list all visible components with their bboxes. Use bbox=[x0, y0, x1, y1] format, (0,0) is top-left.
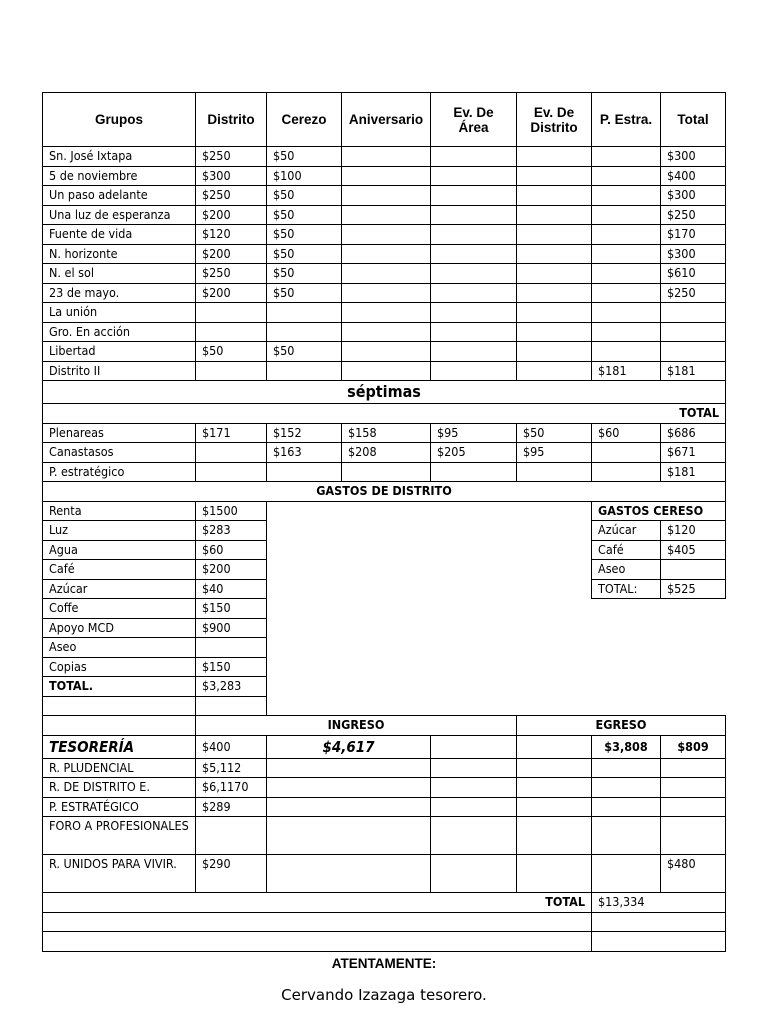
tesoreria-title: TESORERÍA bbox=[43, 735, 196, 758]
blank-area bbox=[267, 501, 592, 716]
tesoreria-item-total bbox=[661, 758, 726, 778]
tesoreria-item-name: R. DE DISTRITO E. bbox=[43, 778, 196, 798]
tesoreria-item-name: R. PLUDENCIAL bbox=[43, 758, 196, 778]
expense-name: Luz bbox=[43, 521, 196, 541]
septima-value: $60 bbox=[592, 423, 661, 443]
cereso-name: TOTAL: bbox=[592, 579, 661, 599]
group-value: $250 bbox=[196, 147, 267, 167]
blank-cell bbox=[517, 778, 592, 798]
tesoreria-item-total: $480 bbox=[661, 855, 726, 893]
expense-name: Café bbox=[43, 560, 196, 580]
expense-name: Aseo bbox=[43, 638, 196, 658]
table-row bbox=[43, 501, 726, 521]
expense-value: $900 bbox=[196, 618, 267, 638]
blank-cell bbox=[517, 758, 592, 778]
blank-cell bbox=[431, 855, 517, 893]
group-value: $300 bbox=[661, 244, 726, 264]
group-value bbox=[342, 342, 431, 362]
header-total: Total bbox=[661, 93, 726, 147]
tesoreria-item-total bbox=[661, 797, 726, 817]
group-value bbox=[431, 147, 517, 167]
group-value bbox=[592, 303, 661, 323]
group-value bbox=[342, 147, 431, 167]
table-row bbox=[43, 758, 726, 778]
tesoreria-ingreso: $4,617 bbox=[267, 735, 431, 758]
header-ev-distrito: Ev. De Distrito bbox=[517, 93, 592, 147]
expense-name: Copias bbox=[43, 657, 196, 677]
tesoreria-item-total bbox=[661, 778, 726, 798]
group-value: $50 bbox=[267, 147, 342, 167]
tesoreria-item-value: $6,1170 bbox=[196, 778, 267, 798]
blank-cell bbox=[267, 797, 431, 817]
group-name: Una luz de esperanza bbox=[43, 205, 196, 225]
group-value bbox=[431, 342, 517, 362]
gastos-cereso-title: GASTOS CERESO bbox=[592, 501, 726, 521]
septima-value bbox=[267, 462, 342, 482]
septima-value bbox=[342, 462, 431, 482]
blank-cell bbox=[43, 912, 592, 932]
blank-cell bbox=[431, 778, 517, 798]
blank-cell bbox=[267, 758, 431, 778]
expense-value: $60 bbox=[196, 540, 267, 560]
blank-cell bbox=[431, 758, 517, 778]
group-value bbox=[196, 303, 267, 323]
group-value bbox=[517, 322, 592, 342]
expense-name bbox=[43, 696, 196, 716]
tesoreria-item-name: R. UNIDOS PARA VIVIR. bbox=[43, 855, 196, 893]
group-value bbox=[661, 342, 726, 362]
group-value bbox=[342, 186, 431, 206]
blank-cell bbox=[267, 855, 431, 893]
expense-name: Agua bbox=[43, 540, 196, 560]
blank-area bbox=[592, 599, 726, 716]
table-row bbox=[43, 303, 726, 323]
group-value: $200 bbox=[196, 283, 267, 303]
septima-value bbox=[196, 462, 267, 482]
group-value: $250 bbox=[196, 264, 267, 284]
group-value bbox=[517, 342, 592, 362]
septima-value bbox=[196, 443, 267, 463]
group-value: $300 bbox=[661, 186, 726, 206]
expense-value: $1500 bbox=[196, 501, 267, 521]
tesoreria-row bbox=[43, 735, 726, 758]
group-value bbox=[517, 264, 592, 284]
group-value bbox=[342, 244, 431, 264]
tesoreria-item-name: FORO A PROFESIONALES bbox=[43, 817, 196, 855]
empty-row bbox=[43, 932, 726, 952]
section-title-row bbox=[43, 482, 726, 502]
tesoreria-item-name: P. ESTRATÉGICO bbox=[43, 797, 196, 817]
expense-value: $283 bbox=[196, 521, 267, 541]
group-value bbox=[592, 186, 661, 206]
group-value: $50 bbox=[196, 342, 267, 362]
blank-cell bbox=[43, 716, 196, 736]
expense-name: Coffe bbox=[43, 599, 196, 619]
blank-cell bbox=[592, 797, 661, 817]
group-value: $181 bbox=[661, 361, 726, 381]
group-value bbox=[431, 264, 517, 284]
group-value bbox=[517, 361, 592, 381]
group-value bbox=[431, 166, 517, 186]
group-value bbox=[267, 322, 342, 342]
group-value bbox=[592, 166, 661, 186]
blank-cell bbox=[517, 797, 592, 817]
group-value bbox=[517, 225, 592, 245]
table-row bbox=[43, 186, 726, 206]
expense-name: Apoyo MCD bbox=[43, 618, 196, 638]
group-value bbox=[431, 322, 517, 342]
group-value bbox=[431, 361, 517, 381]
tesoreria-item-value: $5,112 bbox=[196, 758, 267, 778]
header-ev-area: Ev. De Área bbox=[431, 93, 517, 147]
cereso-value: $120 bbox=[661, 521, 726, 541]
group-value: $300 bbox=[196, 166, 267, 186]
group-name: Sn. José Ixtapa bbox=[43, 147, 196, 167]
blank-cell bbox=[517, 735, 592, 758]
group-value: $120 bbox=[196, 225, 267, 245]
grand-total-row bbox=[43, 893, 726, 913]
group-value: $50 bbox=[267, 186, 342, 206]
blank-cell bbox=[43, 932, 592, 952]
table-row bbox=[43, 462, 726, 482]
blank-cell bbox=[592, 855, 661, 893]
group-value bbox=[592, 322, 661, 342]
tesoreria-item-total bbox=[661, 817, 726, 855]
septima-value: $205 bbox=[431, 443, 517, 463]
expense-name: Azúcar bbox=[43, 579, 196, 599]
group-value: $610 bbox=[661, 264, 726, 284]
group-value bbox=[592, 264, 661, 284]
group-value: $250 bbox=[661, 283, 726, 303]
group-value bbox=[517, 166, 592, 186]
blank-cell bbox=[592, 778, 661, 798]
group-value bbox=[342, 322, 431, 342]
group-value bbox=[342, 361, 431, 381]
blank-cell bbox=[592, 817, 661, 855]
group-value: $50 bbox=[267, 264, 342, 284]
section-title-row bbox=[43, 381, 726, 404]
septima-value: $158 bbox=[342, 423, 431, 443]
group-value bbox=[517, 186, 592, 206]
report-sheet bbox=[42, 92, 725, 952]
group-value bbox=[517, 303, 592, 323]
header-aniversario: Aniversario bbox=[342, 93, 431, 147]
septimas-title: séptimas bbox=[43, 381, 726, 404]
septima-value: $152 bbox=[267, 423, 342, 443]
expense-name: Renta bbox=[43, 501, 196, 521]
header-p-estra: P. Estra. bbox=[592, 93, 661, 147]
treasury-table bbox=[42, 92, 726, 952]
group-value: $400 bbox=[661, 166, 726, 186]
group-value: $100 bbox=[267, 166, 342, 186]
septimas-total-label: TOTAL bbox=[43, 404, 726, 424]
septima-value: $95 bbox=[517, 443, 592, 463]
header-cerezo: Cerezo bbox=[267, 93, 342, 147]
expense-value: $200 bbox=[196, 560, 267, 580]
cereso-name: Aseo bbox=[592, 560, 661, 580]
group-name: 23 de mayo. bbox=[43, 283, 196, 303]
septima-value: $50 bbox=[517, 423, 592, 443]
table-row bbox=[43, 361, 726, 381]
blank-cell bbox=[592, 758, 661, 778]
cereso-value: $525 bbox=[661, 579, 726, 599]
group-value bbox=[517, 205, 592, 225]
blank-cell bbox=[431, 797, 517, 817]
group-name: N. horizonte bbox=[43, 244, 196, 264]
table-row bbox=[43, 797, 726, 817]
group-value: $300 bbox=[661, 147, 726, 167]
group-value: $50 bbox=[267, 225, 342, 245]
group-value: $181 bbox=[592, 361, 661, 381]
septima-value: $671 bbox=[661, 443, 726, 463]
blank-cell bbox=[517, 855, 592, 893]
table-row bbox=[43, 225, 726, 245]
group-value: $50 bbox=[267, 244, 342, 264]
septima-name: Canastasos bbox=[43, 443, 196, 463]
cereso-value bbox=[661, 560, 726, 580]
group-name: Un paso adelante bbox=[43, 186, 196, 206]
expense-name: TOTAL. bbox=[43, 677, 196, 697]
expense-value bbox=[196, 638, 267, 658]
group-value: $50 bbox=[267, 205, 342, 225]
septima-value: $95 bbox=[431, 423, 517, 443]
group-value bbox=[342, 264, 431, 284]
group-value: $250 bbox=[196, 186, 267, 206]
group-value bbox=[342, 303, 431, 323]
group-value bbox=[196, 322, 267, 342]
blank-cell bbox=[592, 932, 726, 952]
group-value: $250 bbox=[661, 205, 726, 225]
group-value bbox=[267, 303, 342, 323]
group-value bbox=[196, 361, 267, 381]
group-name: Fuente de vida bbox=[43, 225, 196, 245]
grand-total-label: TOTAL bbox=[43, 893, 592, 913]
tesoreria-total: $809 bbox=[661, 735, 726, 758]
ingreso-egreso-row bbox=[43, 716, 726, 736]
group-value bbox=[517, 147, 592, 167]
table-row bbox=[43, 817, 726, 855]
group-value bbox=[431, 186, 517, 206]
blank-cell bbox=[517, 817, 592, 855]
group-value bbox=[592, 283, 661, 303]
group-value bbox=[431, 244, 517, 264]
table-row bbox=[43, 855, 726, 893]
expense-value bbox=[196, 696, 267, 716]
table-row bbox=[43, 778, 726, 798]
tesoreria-item-value: $289 bbox=[196, 797, 267, 817]
tesoreria-distrito: $400 bbox=[196, 735, 267, 758]
septima-value bbox=[431, 462, 517, 482]
group-value bbox=[342, 205, 431, 225]
group-name: La unión bbox=[43, 303, 196, 323]
group-name: Libertad bbox=[43, 342, 196, 362]
group-value bbox=[592, 147, 661, 167]
blank-cell bbox=[431, 817, 517, 855]
header-row bbox=[43, 93, 726, 147]
septima-value: $181 bbox=[661, 462, 726, 482]
cereso-value: $405 bbox=[661, 540, 726, 560]
table-row bbox=[43, 342, 726, 362]
group-value bbox=[431, 303, 517, 323]
table-row bbox=[43, 443, 726, 463]
blank-cell bbox=[267, 778, 431, 798]
group-value bbox=[431, 205, 517, 225]
cereso-name: Café bbox=[592, 540, 661, 560]
group-value bbox=[592, 342, 661, 362]
closing-text: ATENTAMENTE: bbox=[331, 956, 437, 971]
group-name: Gro. En acción bbox=[43, 322, 196, 342]
table-row bbox=[43, 322, 726, 342]
expense-value: $40 bbox=[196, 579, 267, 599]
group-value bbox=[431, 283, 517, 303]
group-value: $200 bbox=[196, 205, 267, 225]
group-value bbox=[661, 322, 726, 342]
group-value: $200 bbox=[196, 244, 267, 264]
expense-value: $150 bbox=[196, 599, 267, 619]
group-name: N. el sol bbox=[43, 264, 196, 284]
group-value bbox=[517, 283, 592, 303]
group-value bbox=[342, 225, 431, 245]
header-grupos: Grupos bbox=[43, 93, 196, 147]
group-value: $50 bbox=[267, 342, 342, 362]
tesoreria-item-value bbox=[196, 817, 267, 855]
septima-name: P. estratégico bbox=[43, 462, 196, 482]
grand-total-value: $13,334 bbox=[592, 893, 726, 913]
table-row bbox=[43, 147, 726, 167]
septima-name: Plenareas bbox=[43, 423, 196, 443]
egreso-label: EGRESO bbox=[517, 716, 726, 736]
table-row bbox=[43, 244, 726, 264]
blank-cell bbox=[267, 817, 431, 855]
table-row bbox=[43, 264, 726, 284]
group-value bbox=[592, 225, 661, 245]
empty-row bbox=[43, 912, 726, 932]
gastos-distrito-title: GASTOS DE DISTRITO bbox=[43, 482, 726, 502]
expense-value: $3,283 bbox=[196, 677, 267, 697]
expense-value: $150 bbox=[196, 657, 267, 677]
total-label-row bbox=[43, 404, 726, 424]
ingreso-label: INGRESO bbox=[196, 716, 517, 736]
group-value bbox=[661, 303, 726, 323]
table-row bbox=[43, 166, 726, 186]
blank-cell bbox=[592, 912, 726, 932]
blank-cell bbox=[431, 735, 517, 758]
group-value bbox=[342, 283, 431, 303]
cereso-name: Azúcar bbox=[592, 521, 661, 541]
tesoreria-egreso: $3,808 bbox=[592, 735, 661, 758]
group-value bbox=[592, 244, 661, 264]
septima-value bbox=[592, 443, 661, 463]
septima-value: $163 bbox=[267, 443, 342, 463]
septima-value bbox=[517, 462, 592, 482]
group-value: $170 bbox=[661, 225, 726, 245]
group-value bbox=[267, 361, 342, 381]
group-value bbox=[431, 225, 517, 245]
septima-value: $208 bbox=[342, 443, 431, 463]
septima-value bbox=[592, 462, 661, 482]
table-row bbox=[43, 283, 726, 303]
group-value: $50 bbox=[267, 283, 342, 303]
tesoreria-item-value: $290 bbox=[196, 855, 267, 893]
group-name: Distrito II bbox=[43, 361, 196, 381]
header-distrito: Distrito bbox=[196, 93, 267, 147]
group-name: 5 de noviembre bbox=[43, 166, 196, 186]
table-row bbox=[43, 205, 726, 225]
group-value bbox=[592, 205, 661, 225]
group-value bbox=[342, 166, 431, 186]
septima-value: $686 bbox=[661, 423, 726, 443]
signature-text: Cervando Izazaga tesorero. bbox=[281, 986, 487, 1004]
group-value bbox=[517, 244, 592, 264]
septima-value: $171 bbox=[196, 423, 267, 443]
table-row bbox=[43, 423, 726, 443]
